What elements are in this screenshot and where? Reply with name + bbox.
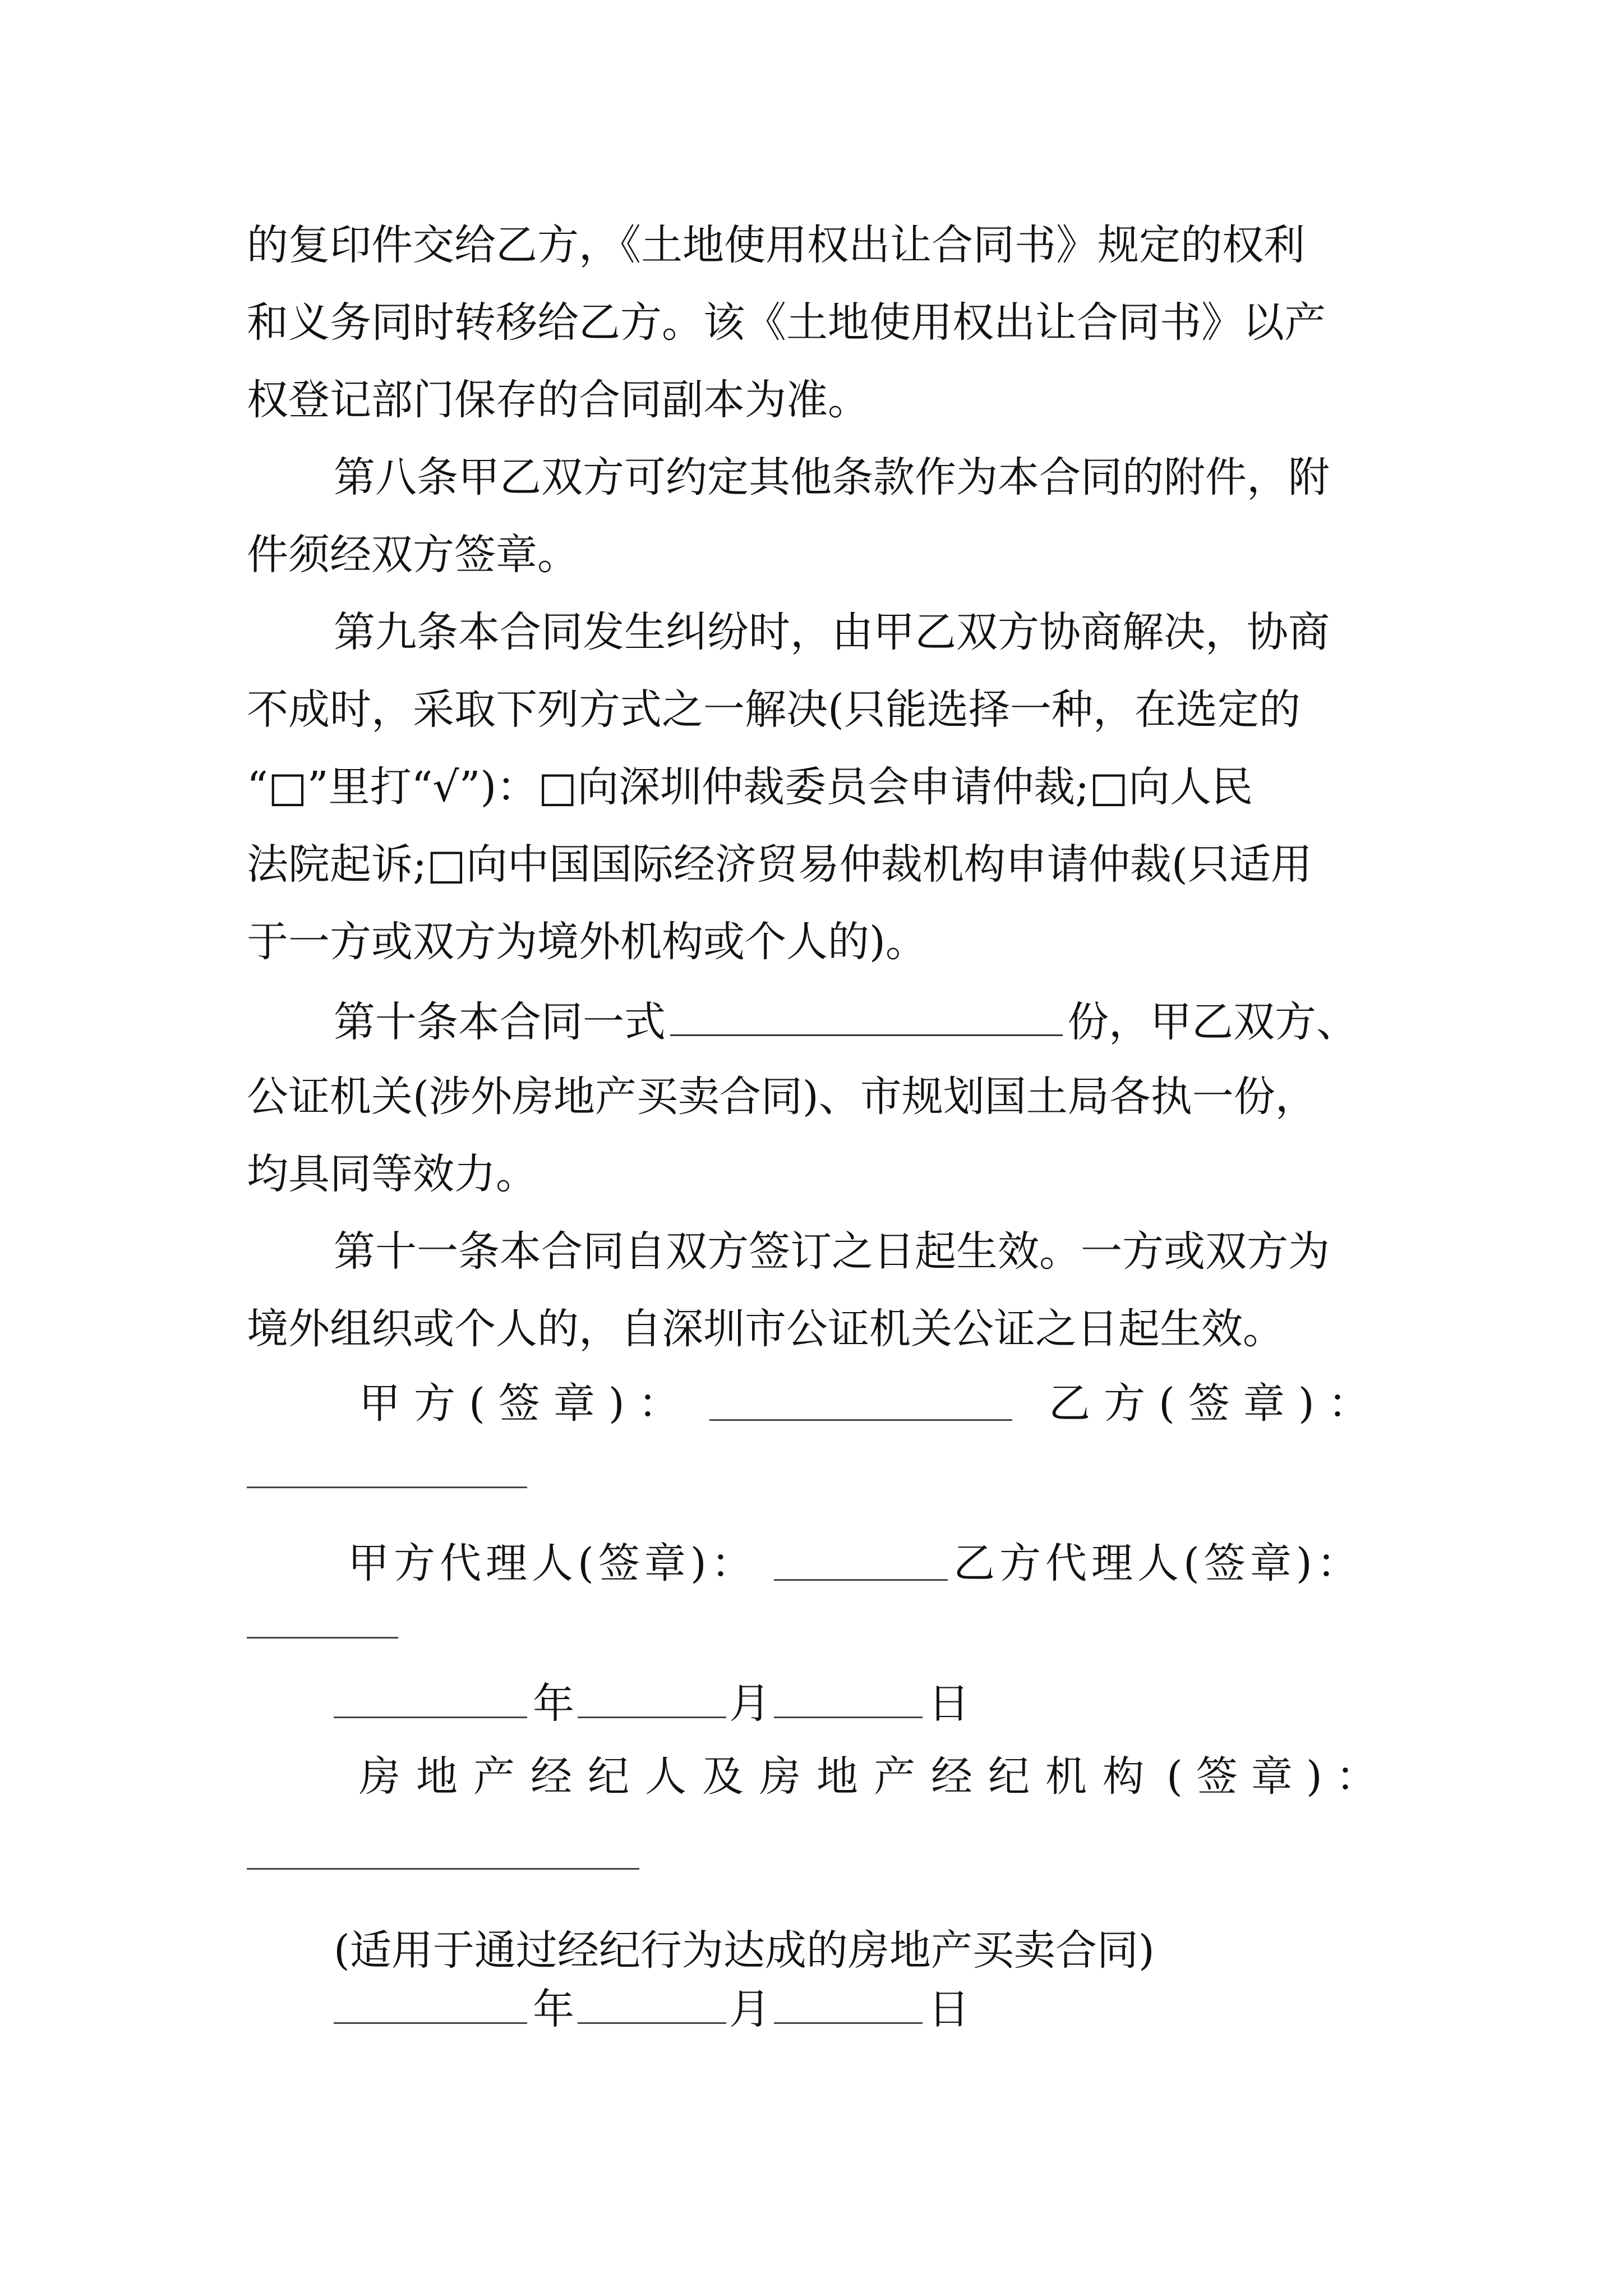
- date-day-blank: [774, 1717, 923, 1718]
- date-month-label: 月: [729, 1680, 771, 1728]
- paragraph-line: 和义务同时转移给乙方。该《土地使用权出让合同书》以产: [247, 298, 1326, 347]
- article-11-line: 第十一条本合同自双方签订之日起生效。一方或双方为: [334, 1227, 1330, 1276]
- agent-a-signature-label: 甲方代理人(签章)：: [348, 1539, 757, 1588]
- article-10-prefix: 第十条本合同一式: [334, 998, 666, 1046]
- date-year-blank: [334, 2022, 527, 2024]
- party-b-signature-blank: [247, 1487, 527, 1488]
- agent-b-signature-label: 乙方代理人(签章)：: [953, 1539, 1363, 1588]
- paragraph-line: 权登记部门保存的合同副本为准。: [247, 376, 869, 424]
- copies-blank: [670, 999, 1063, 1036]
- date-year-label: 年: [533, 1680, 574, 1728]
- broker-sign-label: (签章)：: [1166, 1752, 1391, 1801]
- article-10-line2: 公证机关(涉外房地产买卖合同)、市规划国土局各执一份，: [247, 1073, 1317, 1121]
- broker-label: 房地产经纪人及房地产经纪机构: [359, 1752, 1160, 1801]
- party-b-signature-label: 乙方(签章)：: [1049, 1379, 1383, 1428]
- article-10-line3: 均具同等效力。: [247, 1150, 537, 1198]
- agent-a-signature-blank: [774, 1579, 948, 1581]
- date-day-label: 日: [928, 1680, 970, 1728]
- article-9-line: 不成时，采取下列方式之一解决(只能选择一种，在选定的: [247, 685, 1301, 734]
- date-month-blank: [578, 2022, 726, 2024]
- date-year-label: 年: [533, 1985, 574, 2033]
- party-a-signature-label: 甲方(签章)：: [359, 1379, 693, 1428]
- article-9-line: 于一方或双方为境外机构或个人的)。: [247, 918, 927, 966]
- date-month-label: 月: [729, 1985, 771, 2033]
- agent-b-signature-blank: [247, 1637, 398, 1639]
- article-8-line: 第八条甲乙双方可约定其他条款作为本合同的附件，附: [334, 453, 1330, 501]
- date-month-blank: [578, 1717, 726, 1718]
- broker-note: (适用于通过经纪行为达成的房地产买卖合同): [334, 1926, 1155, 1975]
- article-9-line: “□”里打“√”)：□向深圳仲裁委员会申请仲裁;□向人民: [247, 763, 1253, 811]
- date-day-blank: [774, 2022, 923, 2024]
- broker-signature-blank: [247, 1868, 639, 1870]
- article-10-suffix: 份，甲乙双方、: [1067, 998, 1358, 1046]
- party-a-signature-blank: [709, 1419, 1012, 1421]
- article-11-line: 境外组织或个人的，自深圳市公证机关公证之日起生效。: [247, 1305, 1284, 1353]
- article-9-line: 法院起诉;□向中国国际经济贸易仲裁机构申请仲裁(只适用: [247, 840, 1312, 889]
- date-year-blank: [334, 1717, 527, 1718]
- date-day-label: 日: [928, 1985, 970, 2033]
- article-9-line: 第九条本合同发生纠纷时，由甲乙双方协商解决，协商: [334, 608, 1330, 656]
- article-10-line1: [334, 998, 1391, 1046]
- article-8-line: 件须经双方签章。: [247, 531, 579, 579]
- paragraph-line: 的复印件交给乙方，《土地使用权出让合同书》规定的权利: [247, 221, 1305, 269]
